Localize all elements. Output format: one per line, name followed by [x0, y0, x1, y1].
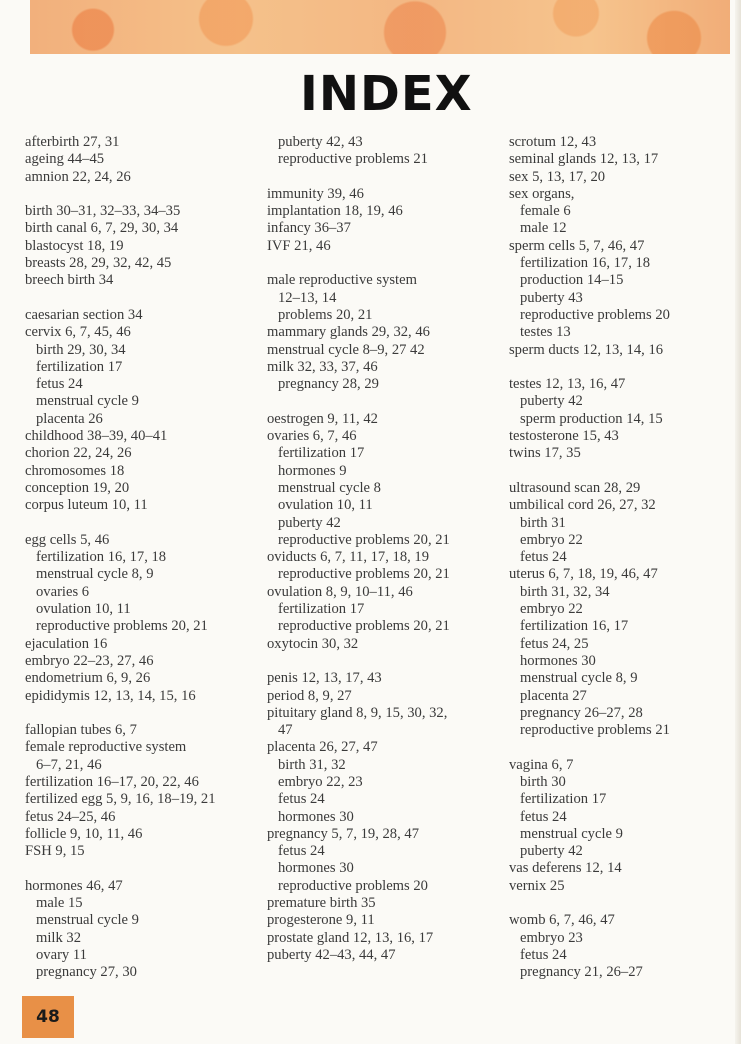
index-entry: ageing 44–45 — [25, 151, 105, 168]
index-subentry: puberty 43 — [520, 289, 583, 306]
index-entry: umbilical cord 26, 27, 32 — [509, 497, 656, 514]
index-entry: ovulation 8, 9, 10–11, 46 — [267, 583, 413, 600]
index-subentry: testes 13 — [520, 324, 571, 341]
index-entry: caesarian section 34 — [25, 306, 143, 323]
index-entry: afterbirth 27, 31 — [25, 134, 120, 150]
index-entry: conception 19, 20 — [25, 479, 130, 496]
index-entry: oestrogen 9, 11, 42 — [267, 410, 378, 427]
index-subentry: problems 20, 21 — [278, 306, 373, 323]
index-entry: sperm ducts 12, 13, 14, 16 — [509, 341, 664, 358]
index-subentry: embryo 23 — [520, 929, 583, 946]
index-subentry: menstrual cycle 9 — [520, 825, 623, 842]
index-subentry: birth 30 — [520, 773, 566, 790]
index-entry-continuation: 47 — [278, 722, 293, 739]
index-subentry: reproductive problems 20 — [278, 877, 428, 894]
index-entry: endometrium 6, 9, 26 — [25, 670, 151, 687]
index-subentry: ovary 11 — [36, 946, 87, 963]
index-subentry: fetus 24 — [36, 376, 83, 393]
index-entry: female reproductive system — [25, 739, 187, 756]
index-entry: hormones 46, 47 — [25, 877, 123, 894]
index-subentry: embryo 22 — [520, 531, 583, 548]
index-subentry: reproductive problems 20, 21 — [278, 618, 450, 635]
index-entry: fertilization 16–17, 20, 22, 46 — [25, 773, 199, 790]
index-subentry: fertilization 17 — [278, 601, 365, 618]
index-subentry: fertilization 17 — [36, 358, 123, 375]
index-subentry: birth 31, 32, 34 — [520, 583, 610, 600]
index-subentry: milk 32 — [36, 929, 81, 946]
index-subentry: reproductive problems 20, 21 — [278, 566, 450, 583]
index-subentry: pregnancy 27, 30 — [36, 964, 137, 981]
index-group-spacer — [25, 186, 255, 203]
index-group-spacer — [25, 860, 255, 877]
index-subentry: puberty 42 — [520, 843, 583, 860]
index-subentry: fetus 24 — [520, 549, 567, 566]
index-entry: period 8, 9, 27 — [267, 687, 352, 704]
index-entry: puberty 42–43, 44, 47 — [267, 946, 396, 963]
index-entry: pregnancy 5, 7, 19, 28, 47 — [267, 825, 419, 842]
index-entry: follicle 9, 10, 11, 46 — [25, 825, 143, 842]
index-entry: FSH 9, 15 — [25, 843, 85, 860]
index-group-spacer — [25, 290, 255, 307]
index-entry: penis 12, 13, 17, 43 — [267, 670, 382, 687]
index-entry: progesterone 9, 11 — [267, 912, 375, 929]
index-group-spacer — [509, 463, 724, 480]
index-entry: twins 17, 35 — [509, 445, 581, 462]
index-subentry: fetus 24 — [278, 791, 325, 808]
page-number-badge — [22, 996, 74, 1038]
index-subentry: production 14–15 — [520, 272, 624, 289]
index-entry: fallopian tubes 6, 7 — [25, 722, 137, 739]
index-subentry: birth 31 — [520, 514, 566, 531]
index-entry: pituitary gland 8, 9, 15, 30, 32, — [267, 704, 448, 721]
index-subentry: puberty 42 — [278, 514, 341, 531]
index-group-spacer — [267, 393, 502, 410]
index-entry: embryo 22–23, 27, 46 — [25, 652, 154, 669]
index-entry: amnion 22, 24, 26 — [25, 168, 131, 185]
index-subentry: hormones 30 — [278, 808, 354, 825]
index-entry: fetus 24–25, 46 — [25, 808, 116, 825]
index-entry: premature birth 35 — [267, 895, 376, 912]
index-entry: implantation 18, 19, 46 — [267, 203, 403, 220]
index-entry: breasts 28, 29, 32, 42, 45 — [25, 255, 172, 272]
index-subentry: menstrual cycle 8, 9 — [36, 566, 154, 583]
index-subentry: puberty 42, 43 — [278, 134, 363, 150]
index-subentry: birth 31, 32 — [278, 756, 346, 773]
index-entry: epididymis 12, 13, 14, 15, 16 — [25, 687, 196, 704]
index-subentry: hormones 30 — [278, 860, 354, 877]
index-entry: testes 12, 13, 16, 47 — [509, 376, 626, 393]
index-entry: oxytocin 30, 32 — [267, 635, 359, 652]
index-entry: sperm cells 5, 7, 46, 47 — [509, 237, 645, 254]
index-subentry: reproductive problems 20, 21 — [36, 618, 208, 635]
index-entry: chromosomes 18 — [25, 462, 125, 479]
index-entry: birth canal 6, 7, 29, 30, 34 — [25, 220, 179, 237]
index-group-spacer — [25, 515, 255, 532]
index-subentry: pregnancy 21, 26–27 — [520, 964, 643, 981]
index-entry: prostate gland 12, 13, 16, 17 — [267, 929, 434, 946]
index-entry-continuation: 12–13, 14 — [278, 289, 337, 306]
index-subentry: pregnancy 28, 29 — [278, 376, 379, 393]
index-subentry: menstrual cycle 9 — [36, 393, 139, 410]
index-entry: chorion 22, 24, 26 — [25, 445, 132, 462]
index-entry: cervix 6, 7, 45, 46 — [25, 324, 131, 341]
index-subentry: embryo 22 — [520, 601, 583, 618]
index-entry: immunity 39, 46 — [267, 185, 364, 202]
index-column-1 — [25, 134, 255, 982]
index-column-3 — [509, 134, 724, 982]
index-subentry: reproductive problems 20 — [520, 306, 670, 323]
index-subentry: ovaries 6 — [36, 583, 90, 600]
index-subentry: male 15 — [36, 895, 83, 912]
index-subentry: menstrual cycle 8, 9 — [520, 670, 638, 687]
index-entry: fertilized egg 5, 9, 16, 18–19, 21 — [25, 791, 216, 808]
index-subentry: reproductive problems 21 — [520, 722, 670, 739]
header-banner-image — [30, 0, 730, 54]
index-subentry: fetus 24 — [278, 843, 325, 860]
index-entry: sex 5, 13, 17, 20 — [509, 168, 606, 185]
index-subentry: fetus 24, 25 — [520, 635, 589, 652]
index-subentry: birth 29, 30, 34 — [36, 341, 126, 358]
index-subentry: reproductive problems 20, 21 — [278, 531, 450, 548]
index-subentry: ovulation 10, 11 — [278, 497, 373, 514]
index-entry: vernix 25 — [509, 877, 565, 894]
index-entry: IVF 21, 46 — [267, 237, 331, 254]
index-subentry: fertilization 17 — [278, 445, 365, 462]
index-subentry: reproductive problems 21 — [278, 151, 428, 168]
index-entry: childhood 38–39, 40–41 — [25, 428, 168, 445]
index-subentry: fertilization 16, 17, 18 — [36, 549, 167, 566]
index-entry: corpus luteum 10, 11 — [25, 497, 148, 514]
index-entry: scrotum 12, 43 — [509, 134, 597, 150]
index-group-spacer — [509, 359, 724, 376]
index-subentry: menstrual cycle 9 — [36, 912, 139, 929]
index-subentry: ovulation 10, 11 — [36, 601, 131, 618]
index-entry: ultrasound scan 28, 29 — [509, 479, 641, 496]
index-group-spacer — [267, 255, 502, 272]
index-entry: infancy 36–37 — [267, 220, 351, 237]
index-group-spacer — [509, 739, 724, 756]
index-subentry: fertilization 16, 17, 18 — [520, 255, 651, 272]
index-subentry: puberty 42 — [520, 393, 583, 410]
index-subentry: hormones 9 — [278, 462, 347, 479]
index-entry: womb 6, 7, 46, 47 — [509, 912, 615, 929]
index-group-spacer — [509, 895, 724, 912]
index-entry: vagina 6, 7 — [509, 756, 574, 773]
index-entry: seminal glands 12, 13, 17 — [509, 151, 659, 168]
index-subentry: fetus 24 — [520, 808, 567, 825]
index-entry: breech birth 34 — [25, 272, 114, 289]
index-subentry: pregnancy 26–27, 28 — [520, 704, 643, 721]
index-entry: birth 30–31, 32–33, 34–35 — [25, 203, 181, 220]
index-subentry: placenta 26 — [36, 410, 103, 427]
index-subentry: female 6 — [520, 203, 571, 220]
index-entry: testosterone 15, 43 — [509, 428, 619, 445]
index-subentry: male 12 — [520, 220, 567, 237]
index-subentry: placenta 27 — [520, 687, 587, 704]
index-subentry: embryo 22, 23 — [278, 773, 363, 790]
index-subentry: hormones 30 — [520, 652, 596, 669]
page-edge-shadow — [735, 0, 741, 1044]
index-entry: ejaculation 16 — [25, 635, 108, 652]
index-column-2 — [267, 134, 502, 964]
index-group-spacer — [25, 705, 255, 722]
index-entry-continuation: 6–7, 21, 46 — [36, 756, 102, 773]
index-entry: oviducts 6, 7, 11, 17, 18, 19 — [267, 549, 430, 566]
index-entry: vas deferens 12, 14 — [509, 860, 622, 877]
index-group-spacer — [267, 653, 502, 670]
index-subentry: sperm production 14, 15 — [520, 410, 663, 427]
index-entry: egg cells 5, 46 — [25, 531, 110, 548]
page-title: INDEX — [300, 66, 473, 122]
index-group-spacer — [267, 169, 502, 186]
index-entry: sex organs, — [509, 185, 575, 202]
index-subentry: menstrual cycle 8 — [278, 479, 381, 496]
index-entry: placenta 26, 27, 47 — [267, 739, 378, 756]
index-entry: blastocyst 18, 19 — [25, 237, 124, 254]
index-entry: male reproductive system — [267, 272, 417, 289]
index-subentry: fertilization 17 — [520, 791, 607, 808]
index-entry: mammary glands 29, 32, 46 — [267, 324, 430, 341]
index-entry: uterus 6, 7, 18, 19, 46, 47 — [509, 566, 658, 583]
index-entry: menstrual cycle 8–9, 27 42 — [267, 341, 425, 358]
index-subentry: fertilization 16, 17 — [520, 618, 629, 635]
index-entry: ovaries 6, 7, 46 — [267, 428, 357, 445]
index-subentry: fetus 24 — [520, 946, 567, 963]
page-number: 48 — [36, 1007, 60, 1027]
index-entry: milk 32, 33, 37, 46 — [267, 358, 378, 375]
